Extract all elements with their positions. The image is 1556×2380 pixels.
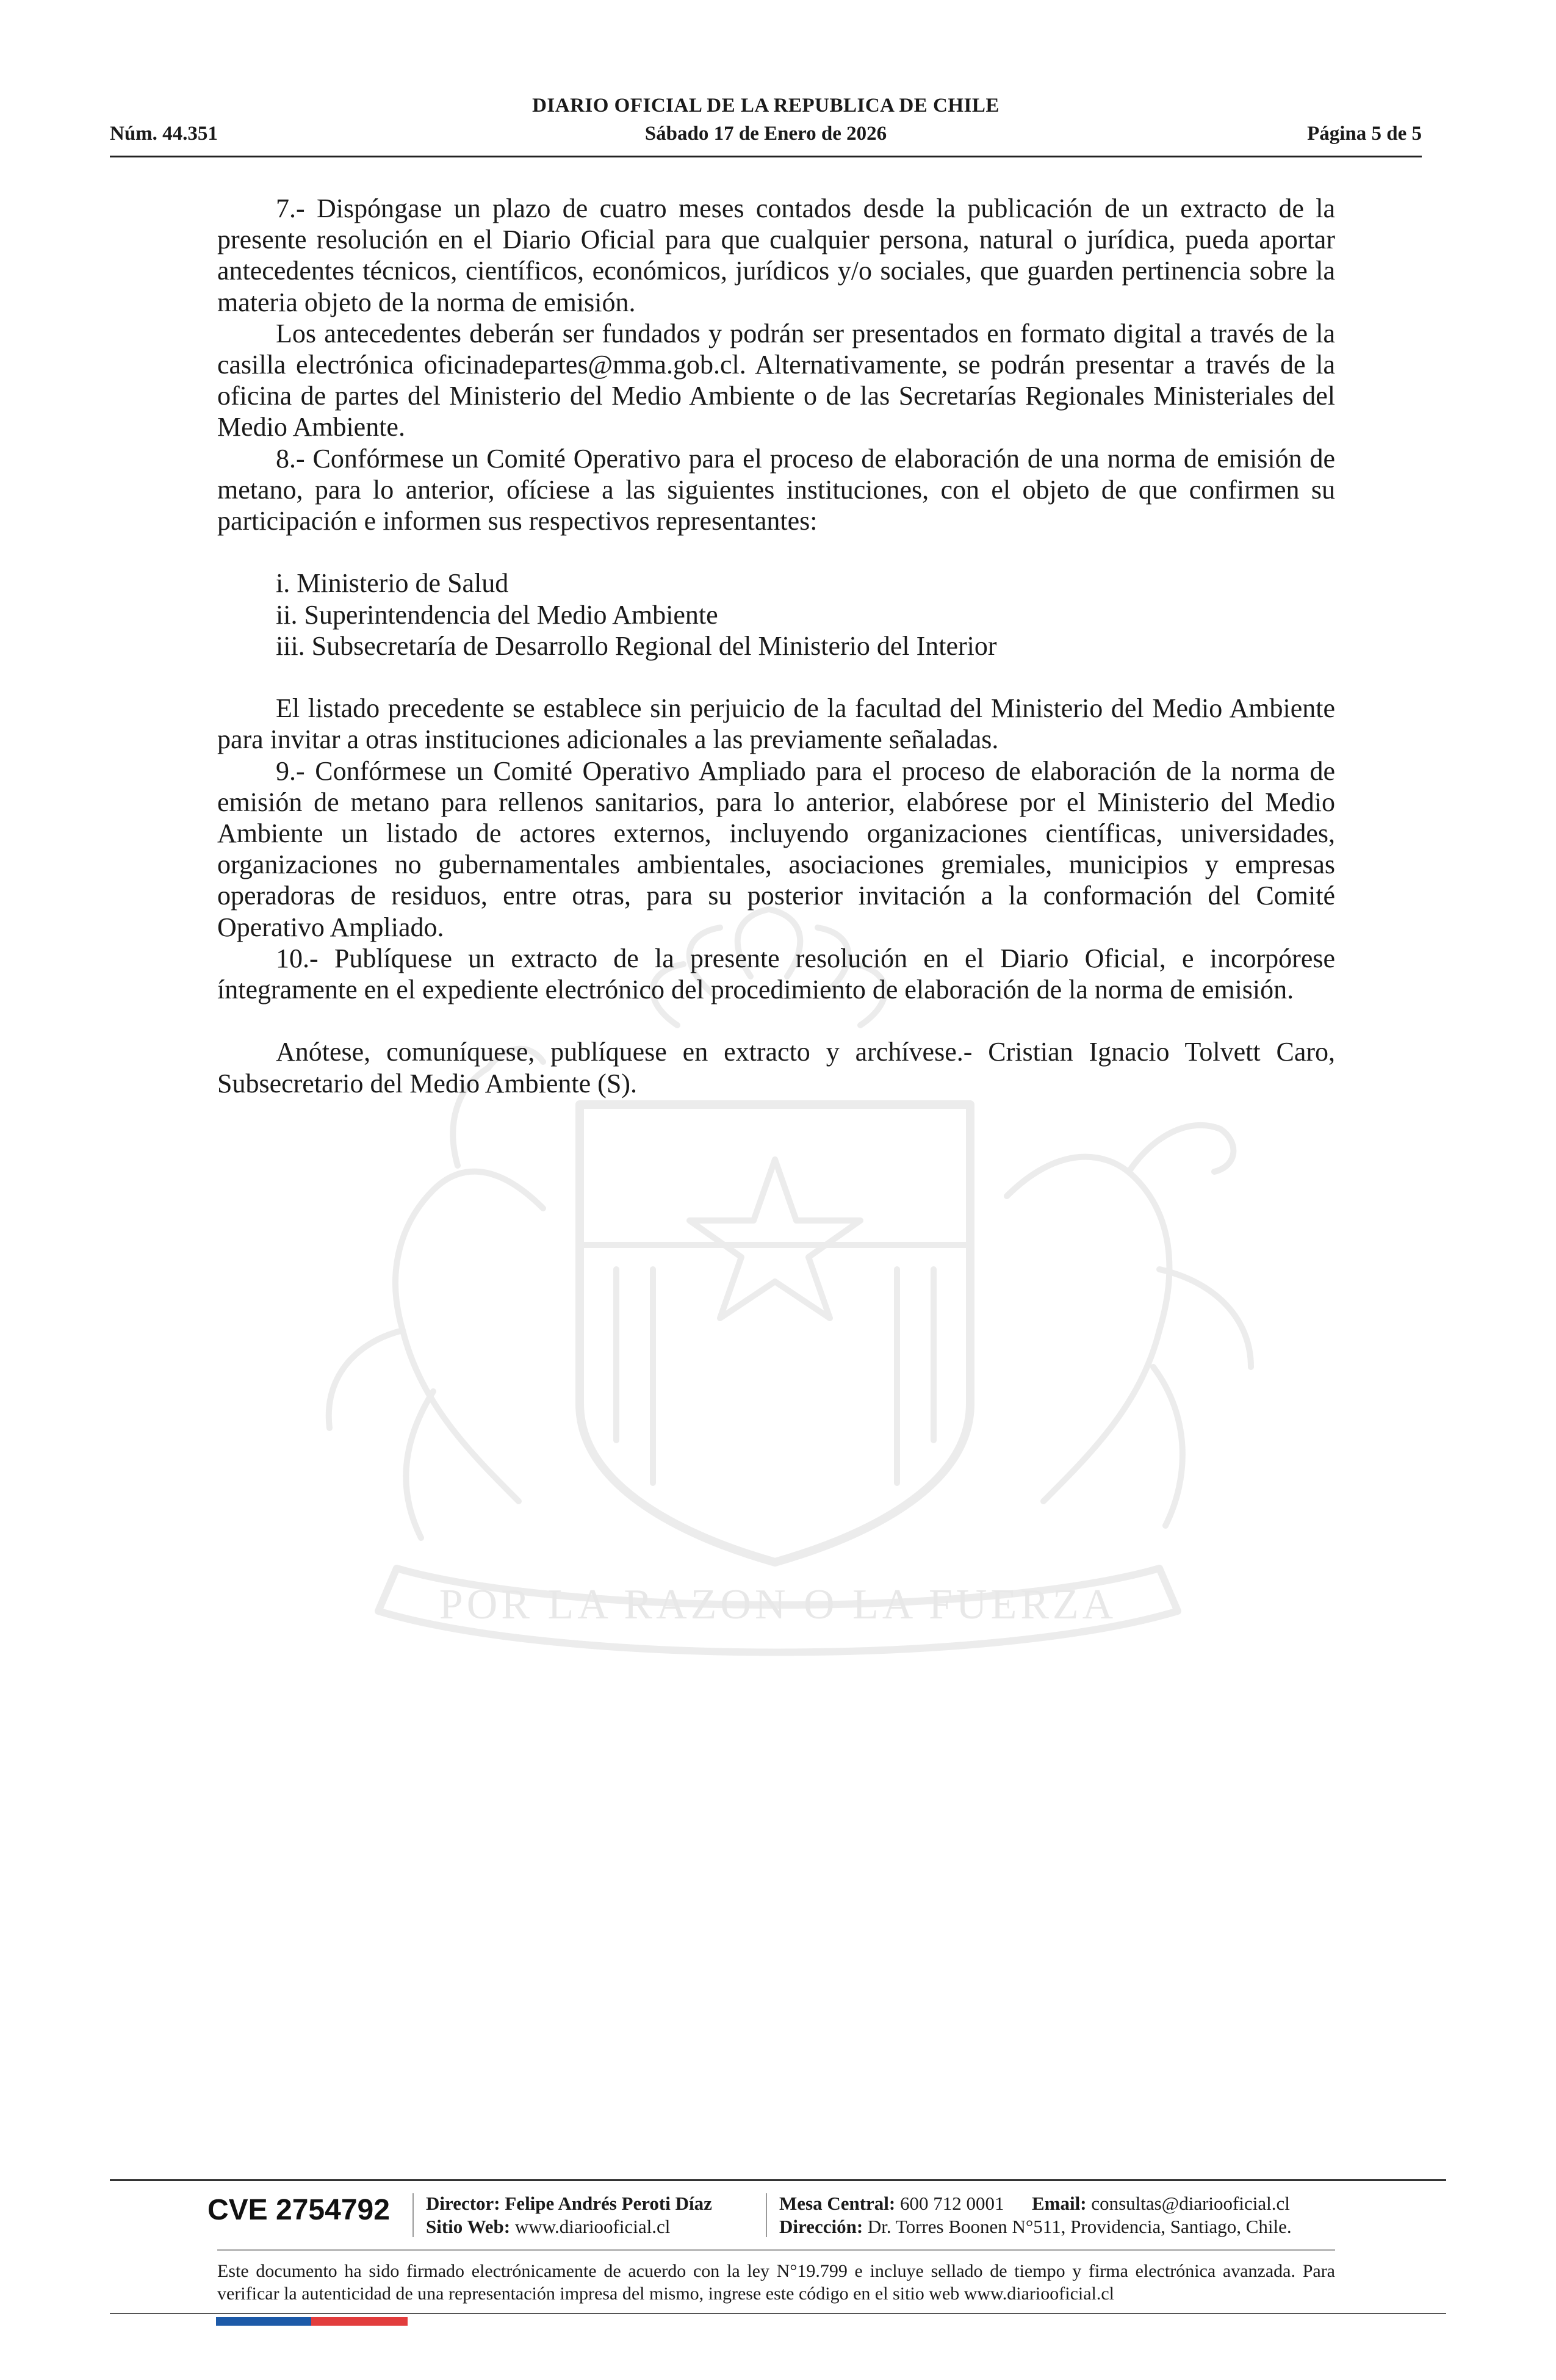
footer-vertical-divider	[412, 2193, 414, 2237]
closing-paragraph: Anótese, comuníquese, publíquese en extracto y archívese.- Cristian Ignacio Tolvett Caro, Subsecretario del Medio Ambiente (S).	[217, 1037, 1335, 1098]
list-item: ii. Superintendencia del Medio Ambiente	[276, 599, 718, 630]
issue-number: Núm. 44.351	[110, 123, 218, 145]
spacer	[217, 1005, 1335, 1036]
web-link[interactable]: www.diariooficial.cl	[514, 2216, 671, 2237]
list-item: i. Ministerio de Salud	[276, 568, 509, 599]
page-header	[110, 95, 1422, 156]
newspaper-title: DIARIO OFICIAL DE LA REPUBLICA DE CHILE	[532, 95, 1000, 117]
header-divider	[110, 156, 1422, 157]
footer-director-block	[426, 2192, 712, 2238]
footer-vertical-divider	[766, 2193, 767, 2237]
spacer	[217, 662, 1335, 693]
paragraph-7b: Los antecedentes deberán ser fundados y podrán ser presentados en formato digital a través de la casilla electrónica oficinadepartes@mma.gob.cl. Alternativamente, se podrán presentar a través de la oficina de partes del Ministerio del Medio Ambiente o de las Secretarías Regionales Ministeriales del Medio Ambiente.	[217, 318, 1335, 442]
web-label: Sitio Web:	[426, 2216, 511, 2237]
cve-code: CVE 2754792	[207, 2194, 390, 2226]
signature-disclaimer: Este documento ha sido firmado electrónicamente de acuerdo con la ley N°19.799 e incluye sellado de tiempo y firma electrónica avanzada. Para verificar la autenticidad de una representación impresa del mismo, ingrese este código en el sitio web www.diariooficial.cl	[217, 2261, 1335, 2304]
footer-divider-top	[110, 2179, 1446, 2181]
email-link[interactable]: consultas@diariooficial.cl	[1091, 2193, 1290, 2214]
email-label: Email:	[1032, 2193, 1087, 2214]
phone-label: Mesa Central:	[779, 2193, 896, 2214]
address-value: Dr. Torres Boonen N°511, Providencia, Santiago, Chile.	[867, 2216, 1292, 2237]
paragraph-7: 7.- Dispóngase un plazo de cuatro meses contados desde la publicación de un extracto de la presente resolución en el Diario Oficial para que cualquier persona, natural o jurídica, pueda aportar antecedentes técnicos, científicos, económicos, jurídicos y/o sociales, que guarden pertinencia sobre la materia objeto de la norma de emisión.	[217, 193, 1335, 317]
paragraph-8: 8.- Confórmese un Comité Operativo para el proceso de elaboración de una norma de emisión de metano, para lo anterior, ofíciese a las siguientes instituciones, con el objeto de que confirmen su participación e informen sus respectivos representantes:	[217, 443, 1335, 536]
paragraph-9: 9.- Confórmese un Comité Operativo Ampliado para el proceso de elaboración de la norma de emisión de metano para rellenos sanitarios, para lo anterior, elabórese por el Ministerio del Medio Ambiente un listado de actores externos, incluyendo organizaciones científicas, universidades, organizaciones no gubernamentales ambientales, asociaciones gremiales, municipios y empresas operadoras de residuos, entre otras, para su posterior invitación a la conformación del Comité Operativo Ampliado.	[217, 755, 1335, 942]
address-label: Dirección:	[779, 2216, 863, 2237]
paragraph-10: 10.- Publíquese un extracto de la presente resolución en el Diario Oficial, e incorpórese íntegramente en el expediente electrónico del procedimiento de elaboración de la norma de emisión.	[217, 943, 1335, 1005]
paragraph-8b: El listado precedente se establece sin perjuicio de la facultad del Ministerio del Medio Ambiente para invitar a otras instituciones adicionales a las previamente señaladas.	[217, 693, 1335, 755]
list-item: iii. Subsecretaría de Desarrollo Regional del Ministerio del Interior	[276, 630, 997, 661]
flag-stripe-red	[311, 2317, 408, 2326]
footer-contact-block	[779, 2192, 1292, 2238]
document-body	[217, 193, 1335, 1099]
issue-date: Sábado 17 de Enero de 2026	[644, 123, 887, 145]
footer-divider-middle	[217, 2249, 1335, 2251]
footer-divider-bottom	[110, 2313, 1446, 2314]
director-name: Felipe Andrés Peroti Díaz	[505, 2193, 712, 2214]
page-number: Página 5 de 5	[1307, 123, 1422, 145]
watermark-motto: POR LA RAZON O LA FUERZA	[439, 1581, 1117, 1628]
flag-stripe-blue	[216, 2317, 311, 2326]
director-label: Director:	[426, 2193, 500, 2214]
phone-value: 600 712 0001	[900, 2193, 1004, 2214]
spacer	[217, 536, 1335, 568]
